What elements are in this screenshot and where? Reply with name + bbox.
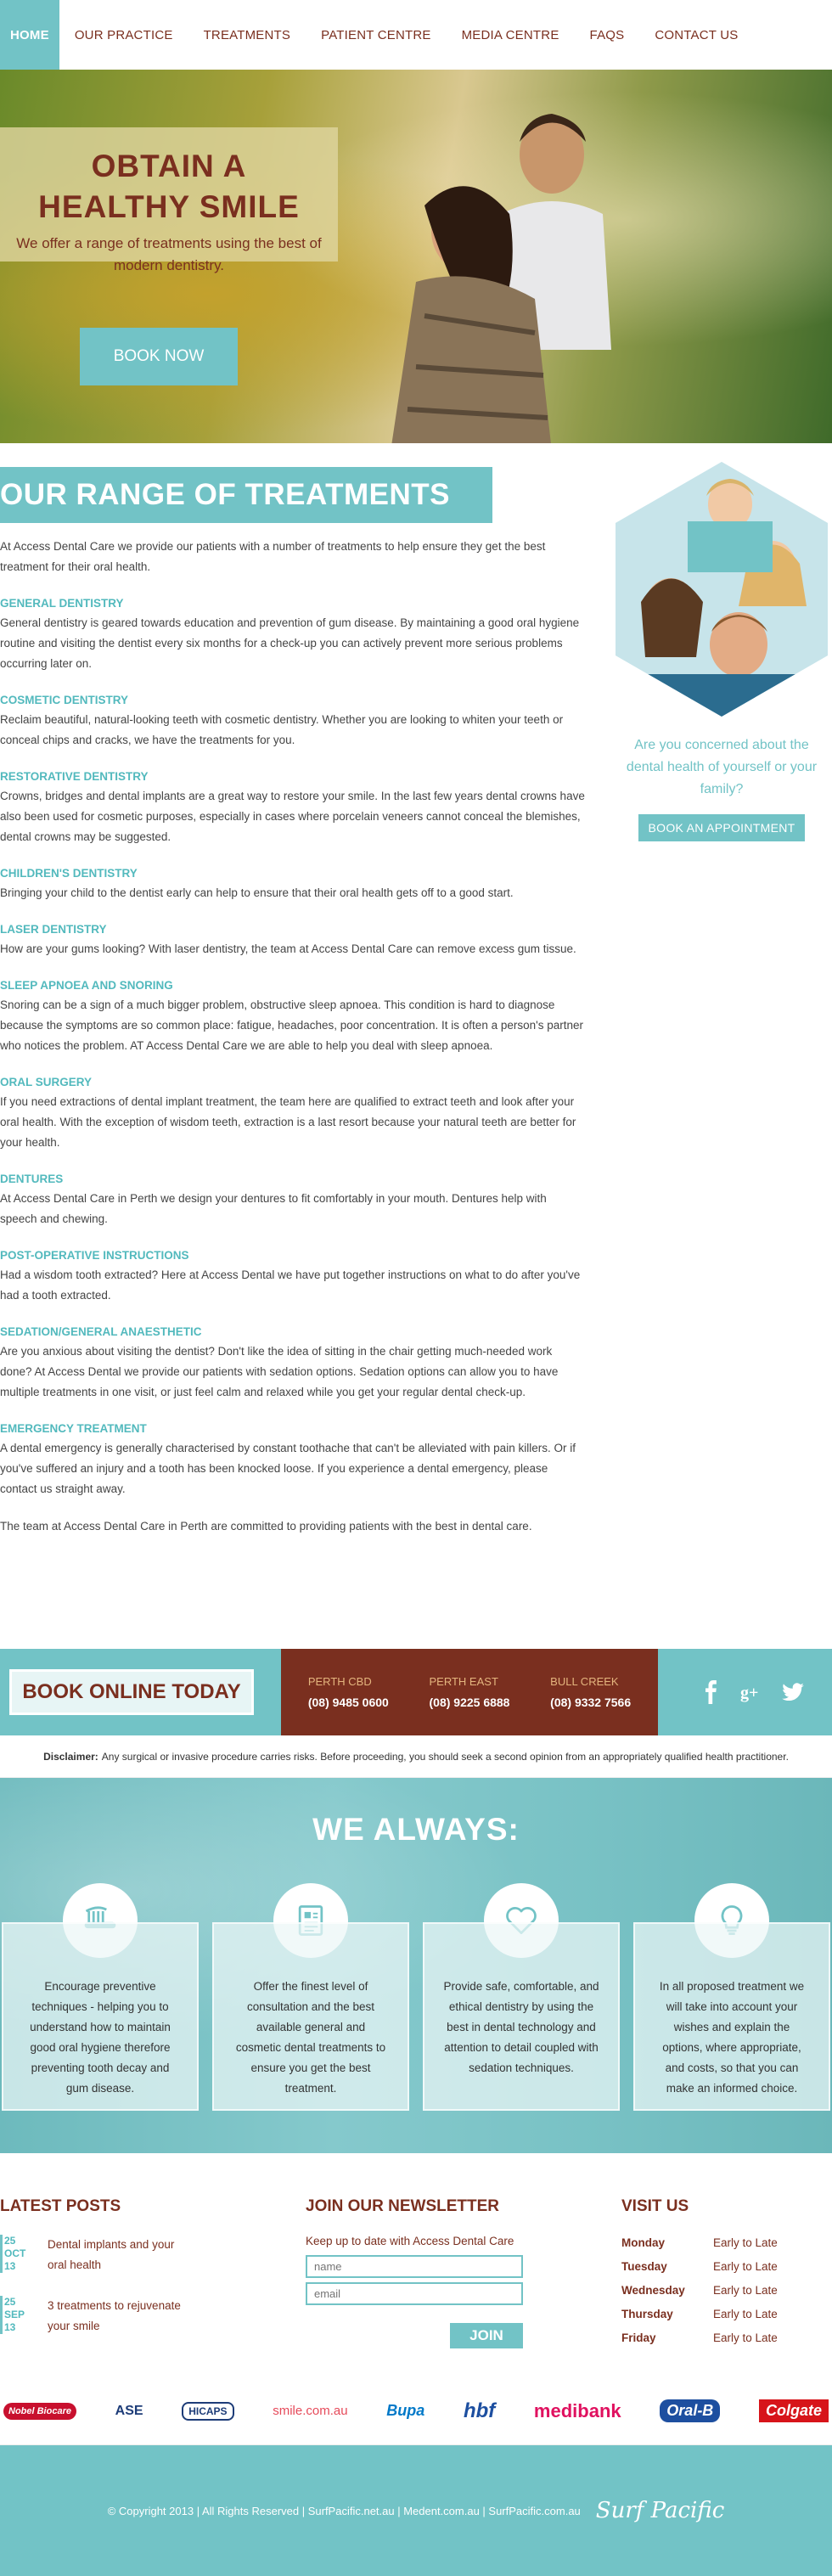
treatment-item — [0, 1323, 586, 1403]
newsletter-name-input[interactable] — [306, 2255, 523, 2278]
post-item[interactable] — [0, 2235, 192, 2275]
nobel-biocare-logo[interactable]: Nobel Biocare — [3, 2403, 76, 2420]
treatment-item — [0, 1246, 586, 1306]
top-navigation — [0, 0, 832, 70]
treatments-heading: OUR RANGE OF TREATMENTS — [0, 467, 492, 523]
treatment-text: A dental emergency is generally characterised by constant toothache that can't be alleviated with pain killers. Or if you've suffered an injury and a tooth has been knocked loose. If you experience a dental emergency, please contact us straight away. — [0, 1442, 576, 1495]
visit-hours: Early to Late — [713, 2284, 778, 2297]
treatment-title[interactable]: CHILDREN'S DENTISTRY — [0, 867, 138, 880]
visit-us-heading: VISIT US — [621, 2197, 689, 2215]
phone-perth-cbd — [308, 1672, 389, 1713]
hero-couple-image — [340, 95, 645, 443]
svg-text:g+: g+ — [740, 1684, 759, 1702]
post-link[interactable]: Dental implants and your oral health — [48, 2238, 175, 2271]
bupa-logo[interactable]: Bupa — [386, 2402, 425, 2419]
treatment-text: At Access Dental Care in Perth we design your dentures to fit comfortably in your mouth. Dentures help with speech and chewing. — [0, 1192, 547, 1225]
post-item[interactable] — [0, 2296, 192, 2337]
treatment-item — [0, 594, 586, 674]
treatments-content — [0, 537, 586, 1554]
post-year: 13 — [4, 2321, 16, 2333]
treatment-text: How are your gums looking? With laser dentistry, the team at Access Dental Care can remove excess gum tissue. — [0, 942, 576, 955]
nav-patient-centre[interactable]: PATIENT CENTRE — [321, 27, 431, 42]
treatment-item — [0, 1073, 586, 1153]
we-always-heading: WE ALWAYS: — [312, 1812, 520, 1847]
post-year: 13 — [4, 2260, 16, 2272]
phone-bull-creek — [550, 1672, 631, 1713]
visit-row — [621, 2255, 825, 2279]
footer-copyright: © Copyright 2013 | All Rights Reserved | SurfPacific.net.au | Medent.com.au | SurfPacific.com.au — [107, 2504, 581, 2517]
sidebar — [611, 462, 832, 841]
treatment-title[interactable]: DENTURES — [0, 1173, 64, 1185]
nav-treatments[interactable]: TREATMENTS — [203, 27, 291, 42]
treatment-text: Reclaim beautiful, natural-looking teeth with cosmetic dentistry. Whether you are looking to whiten your teeth or conceal chips and cracks, we have the treatments for you. — [0, 713, 564, 746]
treatment-item — [0, 864, 586, 903]
treatment-title[interactable]: ORAL SURGERY — [0, 1076, 93, 1088]
visit-day: Tuesday — [621, 2260, 667, 2273]
social-links — [672, 1649, 832, 1735]
treatment-title[interactable]: GENERAL DENTISTRY — [0, 597, 124, 610]
hero-subtitle: We offer a range of treatments using the best of modern dentistry. — [16, 235, 322, 273]
visit-day: Monday — [621, 2236, 666, 2249]
phone-location: PERTH CBD — [307, 1675, 372, 1688]
treatment-item — [0, 976, 586, 1056]
partner-logos — [0, 2377, 832, 2445]
we-always-section — [0, 1778, 832, 2153]
visit-row — [621, 2326, 825, 2350]
ase-logo[interactable]: ASE — [115, 2403, 143, 2418]
medibank-logo[interactable]: medibank — [533, 2399, 621, 2421]
treatment-text: Crowns, bridges and dental implants are a great way to restore your smile. In the last few years dental crowns have also been used for cosmetic purposes, especially in cases where porcelain veneers cannot conceal the blemishes, dental crowns may be suggested. — [0, 790, 585, 843]
hero-title-line1: OBTAIN A — [91, 149, 247, 183]
hicaps-logo[interactable]: HICAPS — [182, 2402, 233, 2421]
always-card-safe — [423, 1922, 620, 2111]
treatment-title[interactable]: LASER DENTISTRY — [0, 923, 107, 936]
family-hexagon-image — [611, 462, 832, 717]
visit-day: Friday — [621, 2331, 656, 2344]
google-plus-icon[interactable] — [740, 1680, 764, 1704]
visit-row — [621, 2303, 825, 2326]
post-day: 25 — [4, 2296, 16, 2308]
footer-columns — [0, 2153, 832, 2377]
hero-text-box — [0, 127, 338, 273]
smile-logo[interactable]: smile.com.au — [273, 2404, 348, 2418]
treatment-item — [0, 768, 586, 847]
nav-faqs[interactable]: FAQS — [589, 27, 625, 42]
treatment-text: Are you anxious about visiting the dentist? Don't like the idea of sitting in the chair getting much-needed work done? At Access Dental we provide our patients with sedation options. Sedation options can allow you to have multiple treatments in one visit, or just feel calm and relaxed while you get your regular dental check-up. — [0, 1345, 559, 1398]
phone-location: PERTH EAST — [429, 1675, 498, 1688]
newsletter-heading: JOIN OUR NEWSLETTER — [306, 2197, 500, 2215]
always-card-preventive — [2, 1922, 199, 2111]
hbf-logo[interactable]: hbf — [463, 2399, 496, 2422]
always-card-informed — [633, 1922, 830, 2111]
phone-number[interactable]: (08) 9225 6888 — [429, 1696, 510, 1709]
twitter-icon[interactable] — [781, 1680, 805, 1704]
always-card-text: Encourage preventive techniques - helping you to understand how to maintain good oral hygiene therefore preventing tooth decay and gum disease. — [30, 1980, 171, 2095]
treatments-section — [0, 443, 832, 1649]
visit-hours: Early to Late — [713, 2260, 778, 2273]
treatment-item — [0, 691, 586, 751]
hero-title-line2: HEALTHY SMILE — [38, 189, 300, 224]
phone-numbers-panel — [281, 1649, 658, 1735]
treatment-title[interactable]: RESTORATIVE DENTISTRY — [0, 770, 149, 783]
sidebar-question: Are you concerned about the dental health of yourself or your family? — [626, 738, 818, 796]
treatments-intro: At Access Dental Care we provide our patients with a number of treatments to help ensure they get the best treatment for their oral health. — [0, 540, 546, 573]
treatment-text: Had a wisdom tooth extracted? Here at Access Dental we have put together instructions on what to do after you've had a tooth extracted. — [0, 1268, 581, 1302]
visit-hours: Early to Late — [713, 2331, 778, 2344]
treatment-text: Snoring can be a sign of a much bigger problem, obstructive sleep apnoea. This condition is hard to diagnose because the symptoms are so common place: fatigue, headaches, poor concentration. It is often a person's partner who notices the problem. AT Access Dental Care we are able to help you deal with sleep apnoea. — [0, 998, 583, 1052]
oral-b-logo[interactable]: Oral-B — [660, 2399, 720, 2422]
always-card-consultation — [212, 1922, 409, 2111]
nav-media-centre[interactable]: MEDIA CENTRE — [461, 27, 559, 42]
treatment-title[interactable]: COSMETIC DENTISTRY — [0, 694, 129, 706]
disclaimer-text: Any surgical or invasive procedure carries risks. Before proceeding, you should seek a second opinion from an appropriately qualified health practitioner. — [101, 1750, 789, 1763]
phone-location: BULL CREEK — [550, 1675, 619, 1688]
book-online-panel — [0, 1649, 263, 1735]
treatment-item — [0, 920, 586, 959]
treatment-text: Bringing your child to the dentist early can help to ensure that their oral health gets off to a good start. — [0, 886, 514, 899]
treatment-item — [0, 1170, 586, 1229]
disclaimer — [0, 1735, 832, 1778]
post-link[interactable]: 3 treatments to rejuvenate your smile — [48, 2299, 181, 2332]
always-card-text: Provide safe, comfortable, and ethical dentistry by using the best in dental technology and attention to detail coupled with sedation techniques. — [443, 1980, 599, 2074]
latest-posts-heading: LATEST POSTS — [0, 2197, 121, 2215]
treatment-title[interactable]: EMERGENCY TREATMENT — [0, 1422, 147, 1435]
post-month: SEP — [4, 2309, 25, 2320]
treatment-title[interactable]: POST-OPERATIVE INSTRUCTIONS — [0, 1249, 189, 1262]
treatment-title[interactable]: SLEEP APNOEA AND SNORING — [0, 979, 173, 992]
phone-number[interactable]: (08) 9332 7566 — [550, 1696, 632, 1709]
nav-our-practice[interactable]: OUR PRACTICE — [74, 27, 173, 42]
nav-home[interactable]: HOME — [0, 0, 59, 70]
phone-perth-east — [430, 1672, 510, 1713]
join-button[interactable]: JOIN — [450, 2323, 523, 2348]
always-card-text: Offer the finest level of consultation and the best available general and cosmetic dental treatments to ensure you get the best treatment. — [235, 1980, 386, 2095]
nav-contact-us[interactable]: CONTACT US — [655, 27, 739, 42]
treatment-text: If you need extractions of dental implant treatment, the team here are qualified to extract teeth and look after your oral health. With the exception of wisdom teeth, extraction is a last resort because your natural teeth are better for your health. — [0, 1095, 576, 1149]
post-day: 25 — [4, 2235, 16, 2247]
always-card-text: In all proposed treatment we will take into account your wishes and explain the options, where appropriate, and costs, so that you can make an informed choice. — [659, 1980, 805, 2095]
visit-day: Thursday — [621, 2308, 673, 2320]
treatments-outro: The team at Access Dental Care in Perth are committed to providing patients with the best in dental care. — [0, 1520, 532, 1533]
phone-number[interactable]: (08) 9485 0600 — [307, 1696, 389, 1709]
book-appointment-button[interactable]: BOOK AN APPOINTMENT — [638, 814, 806, 841]
treatment-item — [0, 1420, 586, 1499]
post-date — [0, 2235, 37, 2273]
visit-hours: Early to Late — [713, 2308, 778, 2320]
newsletter-text: Keep up to date with Access Dental Care — [306, 2235, 514, 2247]
hero-banner — [0, 70, 832, 443]
visit-row — [621, 2231, 825, 2255]
disclaimer-label: Disclaimer: — [43, 1750, 98, 1763]
book-online-button[interactable]: BOOK ONLINE TODAY — [9, 1669, 253, 1715]
newsletter-email-input[interactable] — [306, 2282, 523, 2305]
post-month: OCT — [4, 2247, 26, 2259]
visit-hours: Early to Late — [713, 2236, 778, 2249]
footer — [0, 2445, 832, 2576]
visit-day: Wednesday — [621, 2284, 685, 2297]
post-date — [0, 2296, 37, 2334]
facebook-icon[interactable] — [700, 1680, 723, 1704]
treatment-title[interactable]: SEDATION/GENERAL ANAESTHETIC — [0, 1325, 202, 1338]
visit-row — [621, 2279, 825, 2303]
colgate-logo[interactable]: Colgate — [759, 2399, 829, 2422]
treatment-text: General dentistry is geared towards education and prevention of gum disease. By maintaining a good oral hygiene routine and visiting the dentist every six months for a check-up you can actively prevent more serious problems occurring later on. — [0, 616, 580, 670]
contact-bar — [0, 1649, 832, 1735]
book-now-button[interactable]: BOOK NOW — [80, 328, 238, 385]
surf-pacific-logo[interactable]: Surf Pacific — [595, 2498, 725, 2523]
